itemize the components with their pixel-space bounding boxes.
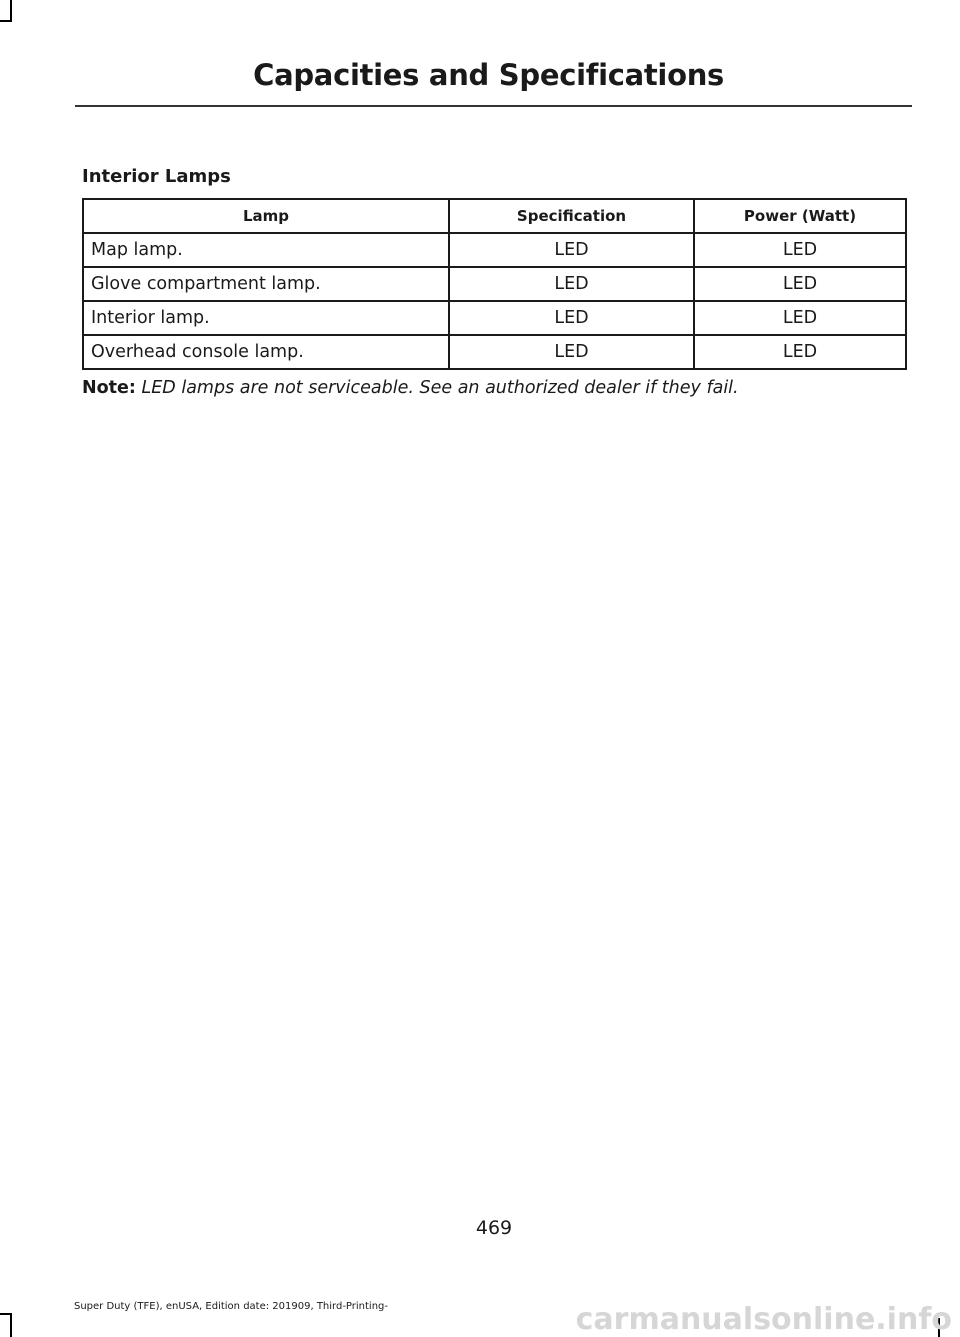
specification-cell: LED xyxy=(449,335,694,369)
note-text: LED lamps are not serviceable. See an authorized dealer if they fail. xyxy=(141,378,739,398)
table-header-row xyxy=(83,199,906,233)
table-row xyxy=(83,267,906,301)
crop-mark-bottom-left xyxy=(10,1313,12,1337)
power-cell: LED xyxy=(694,233,906,267)
crop-mark-top-left xyxy=(0,20,12,22)
page-title: Capacities and Specifications xyxy=(253,58,724,92)
crop-mark-top-left xyxy=(10,0,12,22)
column-header-power: Power (Watt) xyxy=(694,199,906,233)
specification-cell: LED xyxy=(449,301,694,335)
page-number: 469 xyxy=(475,1217,513,1239)
header-divider xyxy=(75,105,912,107)
watermark: carmanualsonline.info xyxy=(575,1302,952,1337)
table-row xyxy=(83,335,906,369)
lamp-cell: Glove compartment lamp. xyxy=(83,267,449,301)
power-cell: LED xyxy=(694,267,906,301)
note-label: Note: xyxy=(82,378,136,398)
specification-cell: LED xyxy=(449,267,694,301)
table-row xyxy=(83,233,906,267)
lamp-cell: Interior lamp. xyxy=(83,301,449,335)
section-heading: Interior Lamps xyxy=(82,166,231,187)
specification-cell: LED xyxy=(449,233,694,267)
note-paragraph xyxy=(82,378,739,398)
interior-lamps-table xyxy=(82,198,907,370)
power-cell: LED xyxy=(694,301,906,335)
lamp-cell: Map lamp. xyxy=(83,233,449,267)
column-header-lamp: Lamp xyxy=(83,199,449,233)
column-header-specification: Specification xyxy=(449,199,694,233)
table-row xyxy=(83,301,906,335)
power-cell: LED xyxy=(694,335,906,369)
crop-mark-bottom-left xyxy=(0,1313,12,1315)
footer-edition-info: Super Duty (TFE), enUSA, Edition date: 201909, Third-Printing- xyxy=(74,1301,389,1312)
lamp-cell: Overhead console lamp. xyxy=(83,335,449,369)
